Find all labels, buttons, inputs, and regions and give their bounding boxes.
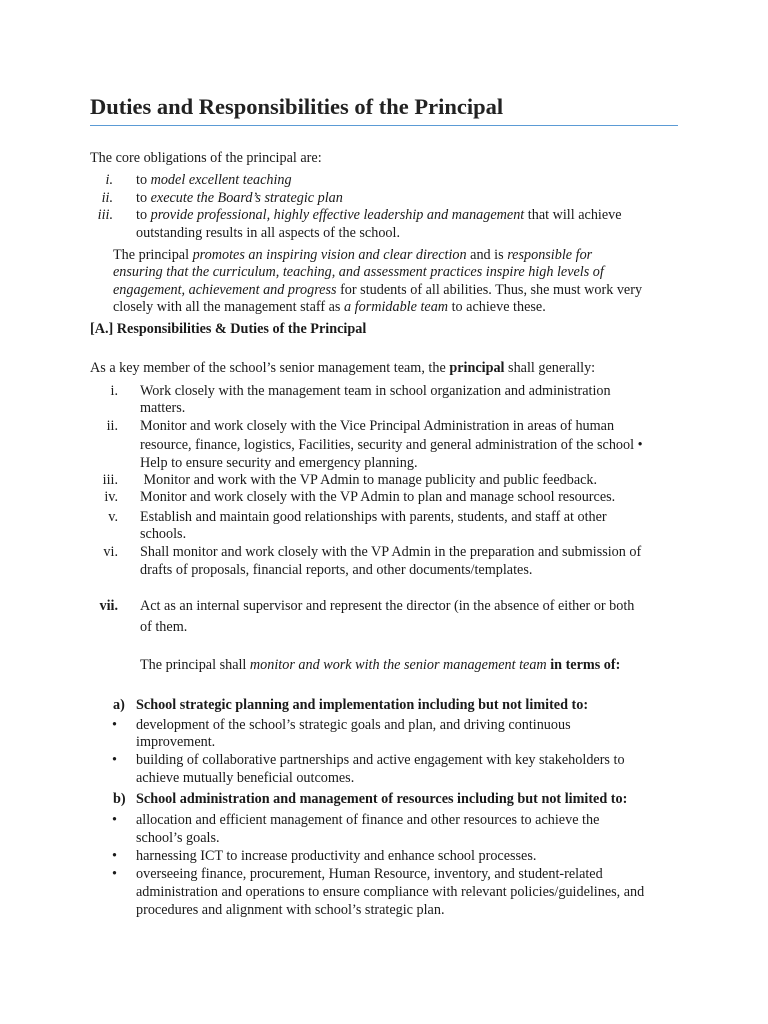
bullet: • bbox=[112, 848, 117, 864]
intro-text: The core obligations of the principal are: bbox=[90, 150, 322, 166]
sub-a-title: School strategic planning and implementation including but not limited to: bbox=[136, 697, 589, 713]
bullet: • bbox=[112, 866, 117, 882]
title-underline bbox=[90, 125, 678, 126]
duty-line: of them. bbox=[140, 619, 188, 635]
bullet-line: administration and operations to ensure compliance with relevant policies/guidelines, and bbox=[136, 884, 645, 900]
obligation-number: iii. bbox=[97, 207, 113, 223]
obligation-item: to provide professional, highly effective leadership and management that will achieve bbox=[136, 207, 622, 223]
principal-paragraph-line: The principal promotes an inspiring vision and clear direction and is responsible for bbox=[113, 247, 593, 263]
principal-paragraph-line: ensuring that the curriculum, teaching, and assessment practices inspire high levels of bbox=[113, 264, 604, 280]
principal-paragraph-line: closely with all the management staff as a formidable team to achieve these. bbox=[113, 299, 546, 315]
bullet-line: school’s goals. bbox=[136, 830, 220, 846]
duty-number: vii. bbox=[99, 598, 118, 614]
page-title: Duties and Responsibilities of the Principal bbox=[90, 94, 504, 119]
obligation-number: ii. bbox=[101, 190, 113, 206]
bullet-line: building of collaborative partnerships and active engagement with key stakeholders to bbox=[136, 752, 625, 768]
bullet: • bbox=[112, 717, 117, 733]
obligation-item: to execute the Board’s strategic plan bbox=[136, 190, 343, 206]
sub-b-title: School administration and management of resources including but not limited to: bbox=[136, 791, 628, 807]
section-a-heading: [A.] Responsibilities & Duties of the Principal bbox=[90, 321, 367, 337]
key-member-text: As a key member of the school’s senior management team, the principal shall generally: bbox=[90, 360, 596, 376]
bullet: • bbox=[112, 812, 117, 828]
bullet-line: overseeing finance, procurement, Human Resource, inventory, and student-related bbox=[136, 866, 603, 882]
bullet-line: harnessing ICT to increase productivity and enhance school processes. bbox=[136, 848, 537, 864]
duty-number: vi. bbox=[103, 544, 118, 560]
duty-line: Shall monitor and work closely with the VP Admin in the preparation and submission of bbox=[140, 544, 642, 560]
duty-number: ii. bbox=[106, 418, 118, 434]
obligation-item-continued: outstanding results in all aspects of the school. bbox=[136, 225, 400, 241]
duty-number: i. bbox=[110, 383, 118, 399]
bullet-line: procedures and alignment with school’s strategic plan. bbox=[136, 902, 445, 918]
duty-number: iv. bbox=[104, 489, 118, 505]
duty-line: drafts of proposals, financial reports, and other documents/templates. bbox=[140, 562, 533, 578]
duty-number: v. bbox=[108, 509, 118, 525]
principal-paragraph-line: engagement, achievement and progress for students of all abilities. Thus, she must work very bbox=[113, 282, 643, 298]
obligation-item: to model excellent teaching bbox=[136, 172, 292, 188]
duty-line: Monitor and work with the VP Admin to manage publicity and public feedback. bbox=[140, 472, 598, 488]
duty-line: Monitor and work closely with the Vice Principal Administration in areas of human bbox=[140, 418, 615, 434]
duty-line: matters. bbox=[140, 400, 186, 416]
bullet: • bbox=[112, 752, 117, 768]
obligation-number: i. bbox=[105, 172, 113, 188]
bullet-line: achieve mutually beneficial outcomes. bbox=[136, 770, 355, 786]
bullet-line: allocation and efficient management of finance and other resources to achieve the bbox=[136, 812, 600, 828]
duty-line: Work closely with the management team in school organization and administration bbox=[140, 383, 611, 399]
duty-number: iii. bbox=[102, 472, 118, 488]
bullet-line: development of the school’s strategic goals and plan, and driving continuous bbox=[136, 717, 571, 733]
monitor-terms-text: The principal shall monitor and work with the senior management team in terms of: bbox=[140, 657, 621, 673]
duty-line: Monitor and work closely with the VP Admin to plan and manage school resources. bbox=[140, 489, 616, 505]
duty-line: schools. bbox=[140, 526, 187, 542]
sub-b-label: b) bbox=[113, 791, 126, 807]
duty-line: Act as an internal supervisor and represent the director (in the absence of either or both bbox=[140, 598, 635, 614]
bullet-line: improvement. bbox=[136, 734, 216, 750]
sub-a-label: a) bbox=[113, 697, 125, 713]
duty-line: Help to ensure security and emergency planning. bbox=[140, 455, 418, 471]
duty-line: resource, finance, logistics, Facilities, security and general administration of the school • bbox=[140, 437, 643, 453]
duty-line: Establish and maintain good relationships with parents, students, and staff at other bbox=[140, 509, 607, 525]
